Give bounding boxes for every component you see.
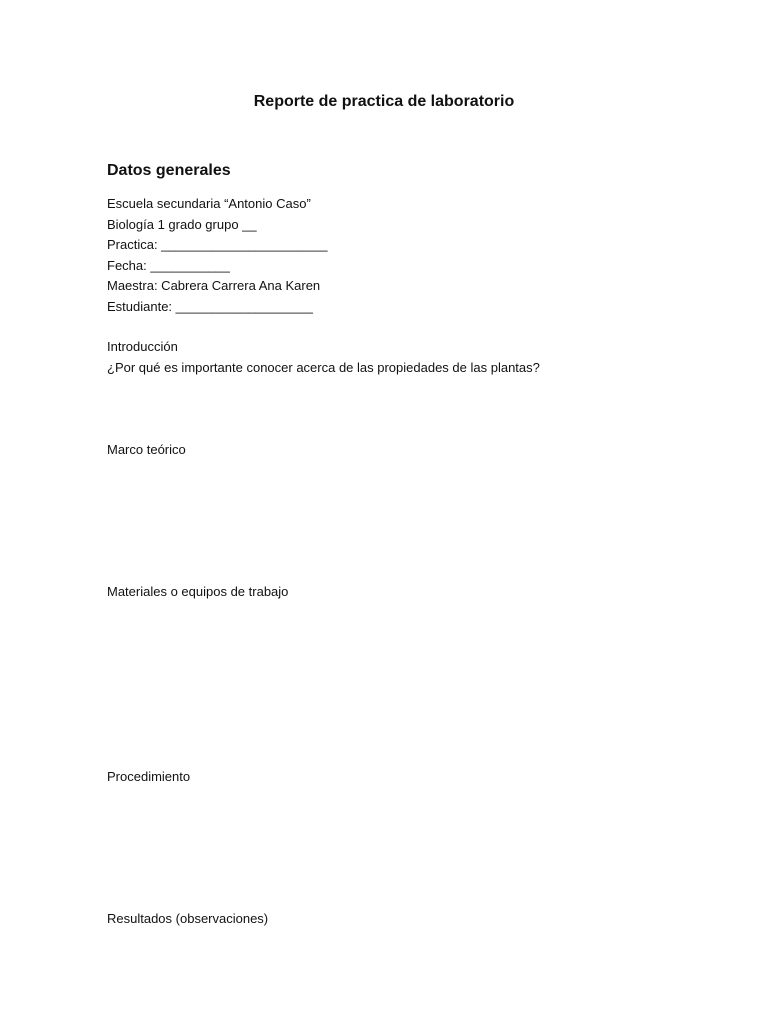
student-line: Estudiante: ___________________ <box>107 299 314 314</box>
general-data-heading: Datos generales <box>107 162 231 179</box>
introduction-heading: Introducción <box>107 339 178 354</box>
theory-section-heading: Marco teórico <box>107 442 186 457</box>
results-section-heading: Resultados (observaciones) <box>107 911 269 926</box>
practice-line: Practica: _______________________ <box>107 237 328 252</box>
school-line: Escuela secundaria “Antonio Caso” <box>107 196 311 211</box>
date-line: Fecha: ___________ <box>107 258 230 273</box>
subject-line: Biología 1 grado grupo __ <box>107 217 257 232</box>
procedure-section-heading: Procedimiento <box>107 769 191 784</box>
document-title: Reporte de practica de laboratorio <box>253 93 515 110</box>
teacher-line: Maestra: Cabrera Carrera Ana Karen <box>107 278 321 293</box>
introduction-question: ¿Por qué es importante conocer acerca de las propiedades de las plantas? <box>107 360 540 375</box>
materials-section-heading: Materiales o equipos de trabajo <box>107 584 289 599</box>
